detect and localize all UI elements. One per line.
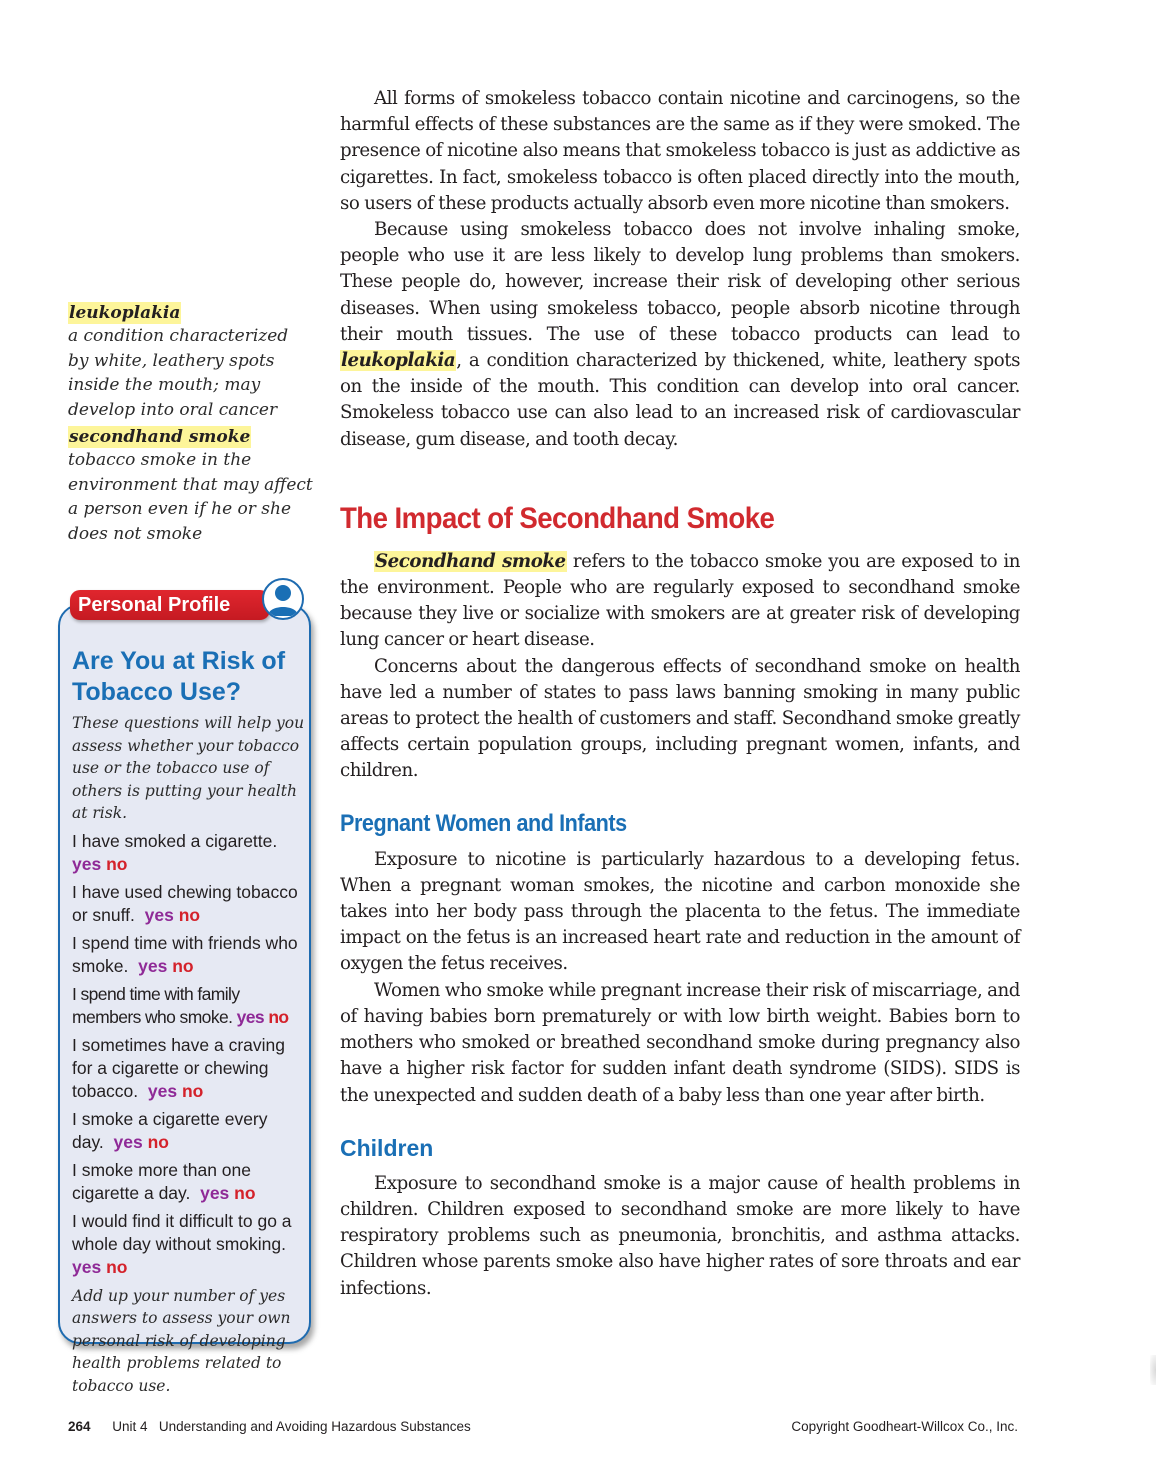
body-paragraph: Women who smoke while pregnant increase their risk of miscarriage, and of having babies born prematurely or with low birth weight. Babies born to mothers who smoked or breathed secondhand smoke during pregnancy also have a higher risk factor for sudden infant death syndrome (SIDS). SIDS is the unexpected and sudden death of a baby less than one year after birth. [340,979,1020,1106]
personal-profile-box [58,590,314,1395]
profile-question [72,830,308,876]
body-paragraph [340,217,1020,453]
profile-title: Are You at Risk of Tobacco Use? [72,647,286,706]
page-number: 264 [68,1419,91,1434]
no-option[interactable]: no [172,955,194,976]
yes-option[interactable]: yes [113,1131,143,1152]
glossary-term: secondhand smoke [69,427,251,447]
no-option[interactable]: no [181,1080,204,1101]
yes-option[interactable]: yes [138,955,168,976]
glossary-definition: a condition characterized by white, leathery spots inside the mouth; may develop into oral cancer [68,326,289,420]
glossary-entry [68,426,313,546]
copyright: Copyright Goodheart-Willcox Co., Inc. [791,1419,1018,1434]
profile-panel [58,604,311,1395]
profile-question [72,1034,308,1103]
text-run: , a condition characterized by thickened, white, leathery spots on the inside of the mouth. This condition can develop into oral cancer. Smokeless tobacco use can also lead to an increased risk of cardiovascular disease, gum disease, and tooth decay. [340,350,1020,450]
page-footer [68,1419,1020,1434]
question-text: I smoke a cigarette every day. [72,1108,268,1152]
unit-title: Understanding and Avoiding Hazardous Substances [158,1419,471,1434]
profile-question [72,881,308,927]
body-paragraph: All forms of smokeless tobacco contain nicotine and carcinogens, so the harmful effects of these substances are the same as if they were smoked. The presence of nicotine also means that smokeless tobacco is just as addictive as cigarettes. In fact, smokeless tobacco is often placed directly into the mouth, so users of these products actually absorb even more nicotine than smokers. [340,88,1020,214]
glossary-definition: tobacco smoke in the environment that may affect a person even if he or she does not smoke [68,450,313,544]
person-icon [262,578,304,620]
section-title: The Impact of Secondhand Smoke [340,501,775,535]
glossary-term: leukoplakia [69,303,181,323]
term-secondhand-smoke: Secondhand smoke [375,550,566,572]
profile-question [72,983,308,1029]
profile-question [72,1108,308,1154]
subsection-title-children: Children [340,1134,434,1161]
no-option[interactable]: no [106,1256,128,1277]
body-paragraph: Exposure to nicotine is particularly hazardous to a developing fetus. When a pregnant woman smokes, the nicotine and carbon monoxide she takes into her body pass through the placenta to the fetus. The immediate impact on the fetus is an increased heart rate and reduction in the amount of oxygen the fetus receives. [340,848,1020,975]
yes-option[interactable]: yes [147,1080,178,1101]
subsection-title-pregnant-women: Pregnant Women and Infants [340,809,627,837]
no-option[interactable]: no [147,1131,169,1152]
body-paragraph: Exposure to secondhand smoke is a major cause of health problems in children. Children exposed to secondhand smoke are more likely to have respiratory problems such as pneumonia, bronchitis, and asthma attacks. Children whose parents smoke also have higher rates of sore throats and ear infections. [340,1172,1020,1299]
page-edge-shadow [1150,1355,1156,1385]
question-text: I sometimes have a craving for a cigarette or chewing tobacco. [72,1034,286,1101]
no-option[interactable]: no [106,853,128,874]
question-text: I spend time with family members who smoke. [72,983,240,1027]
yes-option[interactable]: yes [72,853,102,874]
main-column [340,86,1020,1302]
question-text: I have smoked a cigarette. [72,830,278,851]
personal-profile-badge: Personal Profile [70,590,270,620]
question-text: I spend time with friends who smoke. [72,932,298,976]
body-paragraph [340,549,1020,654]
profile-outro: Add up your number of yes answers to assess your own personal risk of developing health problems related to tobacco use. [72,1286,291,1395]
question-text: I would find it difficult to go a whole day without smoking. [72,1210,292,1254]
profile-intro: These questions will help you assess whether your tobacco use or the tobacco use of others is putting your health at risk. [72,714,305,822]
text-run: Because using smokeless tobacco does not involve inhaling smoke, people who use it are less likely to develop lung problems than smokers. These people do, however, increase their risk of developing other serious diseases. When using smokeless tobacco, people absorb nicotine through their mouth tissues. The use of these tobacco products can lead to [340,219,1020,345]
yes-option[interactable]: yes [72,1256,102,1277]
question-text: I have used chewing tobacco or snuff. [72,881,298,925]
term-leukoplakia: leukoplakia [341,350,456,372]
unit-label: Unit 4 [112,1419,148,1434]
yes-option[interactable]: yes [144,904,174,925]
profile-question [72,1159,308,1205]
no-option[interactable]: no [178,904,201,925]
yes-option[interactable]: yes [236,1006,265,1027]
profile-question [72,1210,308,1279]
question-text: I smoke more than one cigarette a day. [72,1159,251,1203]
yes-option[interactable]: yes [200,1182,230,1203]
body-paragraph: Concerns about the dangerous effects of secondhand smoke on health have led a number of states to pass laws banning smoking in many public areas to protect the health of customers and staff. Secondhand smoke greatly affects certain population groups, including pregnant women, infants, and children. [340,655,1020,782]
text-run: refers to the tobacco smoke you are exposed to in the environment. People who are regularly exposed to secondhand smoke because they live or socialize with smokers are at greater risk of developing lung cancer or heart disease. [340,550,1020,651]
glossary-entry [68,302,313,422]
no-option[interactable]: no [234,1182,256,1203]
profile-question [72,932,308,978]
no-option[interactable]: no [268,1006,289,1027]
glossary-sidebar [68,302,313,546]
